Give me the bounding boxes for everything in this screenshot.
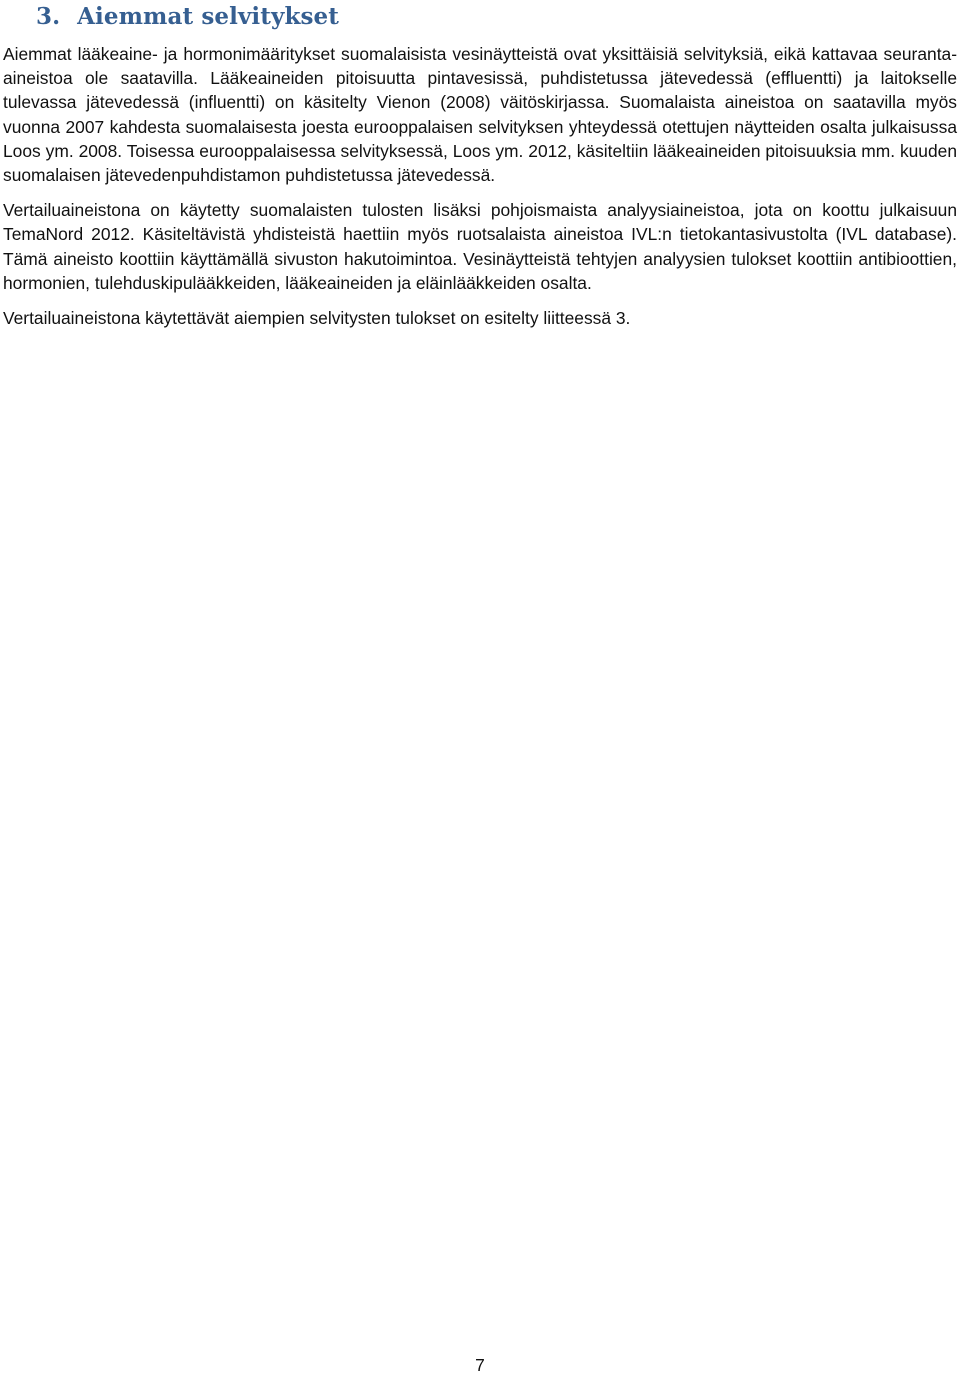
page-number: 7 [475, 1355, 485, 1375]
paragraph-previous-studies: Aiemmat lääkeaine- ja hormonimääritykset suomalaisista vesinäytteistä ovat yksittäisiä selvityksiä, eikä kattavaa seuranta-aineistoa ole saatavilla. Lääkeaineiden pitoisuutta pintavesissä, puhdistetussa jätevedessä (effluentti) ja laitokselle tulevassa jätevedessä (influentti) on käsitelty Vienon (2008) väitöskirjassa. Suomalaista aineistoa on saatavilla myös vuonna 2007 kahdesta suomalaisesta joesta eurooppalaisen selvityksen yhteydessä otettujen näytteiden osalta julkaisussa Loos ym. 2008. Toisessa eurooppalaisessa selvityksessä, Loos ym. 2012, käsiteltiin lääkeaineiden pitoisuuksia mm. kuuden suomalaisen jätevedenpuhdistamon puhdistetussa jätevedessä. [3, 44, 957, 186]
paragraph-reference-data: Vertailuaineistona on käytetty suomalaisten tulosten lisäksi pohjoismaista analyysiaineistoa, jota on koottu julkaisuun TemaNord 2012. Käsiteltävistä yhdisteistä haettiin myös ruotsalaista aineistoa IVL:n tietokantasivustolta (IVL database). Tämä aineisto koottiin käyttämällä sivuston hakutoimintoa. Vesinäytteistä tehtyjen analyysien tulokset koottiin antibioottien, hormonien, tulehduskipulääkkeiden, lääkeaineiden ja eläinlääkkeiden osalta. [3, 200, 957, 293]
paragraph-appendix-reference: Vertailuaineistona käytettävät aiempien selvitysten tulokset on esitelty liitteessä 3. [3, 308, 631, 329]
page-content [3, 0, 957, 330]
section-title: Aiemmat selvitykset [77, 3, 339, 30]
section-heading [3, 0, 957, 32]
section-number: 3. [36, 3, 61, 30]
